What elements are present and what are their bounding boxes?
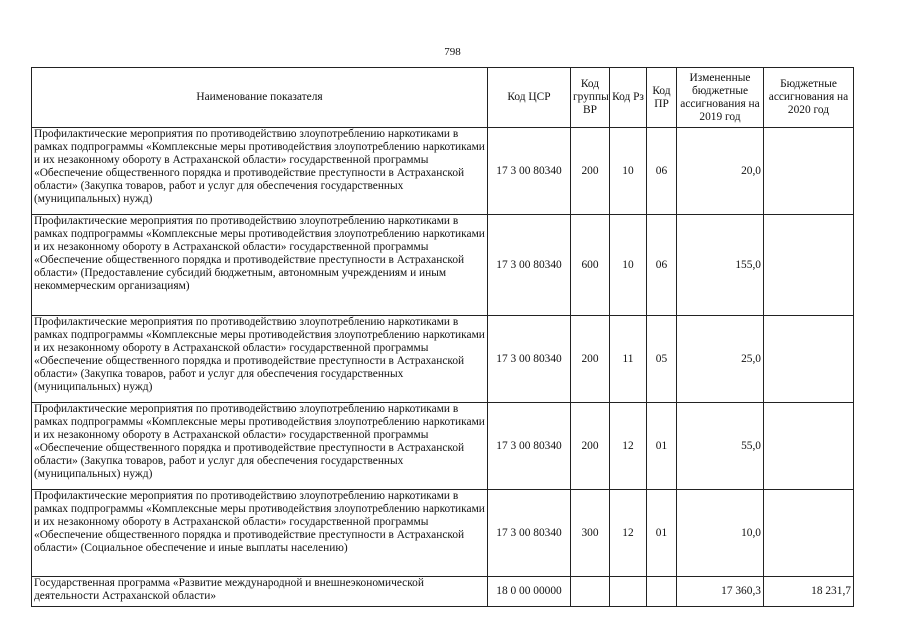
row-name: Профилактические мероприятия по противодействию злоупотреблению наркотиками в рамках подпрограммы «Комплексные меры противодействия злоупотреблению наркотиками и их незаконному обороту в Астраханской области» государственной программы «Обеспечение общественного порядка и противодействие преступности в Астраханской области» (Закупка товаров, работ и услуг для обеспечения государственных (муниципальных) нужд) [32,403,488,490]
row-name: Государственная программа «Развитие международной и внешнеэкономической деятельности Астраханской области» [32,577,488,607]
row-csr: 17 3 00 80340 [488,215,571,316]
row-2020: 18 231,7 [764,577,854,607]
table-row [32,577,854,607]
header-pr: Код ПР [647,68,677,128]
header-name: Наименование показателя [32,68,488,128]
row-2020 [764,316,854,403]
row-2020 [764,128,854,215]
header-vr: Код группы ВР [571,68,610,128]
row-2019: 55,0 [677,403,764,490]
row-csr: 17 3 00 80340 [488,490,571,577]
table-row [32,128,854,215]
table-header-row [32,68,854,128]
row-name: Профилактические мероприятия по противодействию злоупотреблению наркотиками в рамках подпрограммы «Комплексные меры противодействия злоупотреблению наркотиками и их незаконному обороту в Астраханской области» государственной программы «Обеспечение общественного порядка и противодействие преступности в Астраханской области» (Закупка товаров, работ и услуг для обеспечения государственных (муниципальных) нужд) [32,316,488,403]
header-2020: Бюджетные ассигнования на 2020 год [764,68,854,128]
row-name: Профилактические мероприятия по противодействию злоупотреблению наркотиками в рамках подпрограммы «Комплексные меры противодействия злоупотреблению наркотиками и их незаконному обороту в Астраханской области» государственной программы «Обеспечение общественного порядка и противодействие преступности в Астраханской области» (Закупка товаров, работ и услуг для обеспечения государственных (муниципальных) нужд) [32,128,488,215]
row-rz: 10 [610,215,647,316]
row-csr: 18 0 00 00000 [488,577,571,607]
row-vr: 200 [571,316,610,403]
row-csr: 17 3 00 80340 [488,403,571,490]
row-csr: 17 3 00 80340 [488,316,571,403]
row-pr: 05 [647,316,677,403]
row-rz: 12 [610,403,647,490]
header-2019: Измененные бюджетные ассигнования на 2019 год [677,68,764,128]
row-vr: 200 [571,403,610,490]
row-rz: 10 [610,128,647,215]
row-pr [647,577,677,607]
row-2020 [764,403,854,490]
row-name: Профилактические мероприятия по противодействию злоупотреблению наркотиками в рамках подпрограммы «Комплексные меры противодействия злоупотреблению наркотиками и их незаконному обороту в Астраханской области» государственной программы «Обеспечение общественного порядка и противодействие преступности в Астраханской области» (Предоставление субсидий бюджетным, автономным учреждениям и иным некоммерческим организациям) [32,215,488,316]
row-rz: 12 [610,490,647,577]
row-rz: 11 [610,316,647,403]
row-rz [610,577,647,607]
row-2019: 17 360,3 [677,577,764,607]
row-pr: 06 [647,128,677,215]
row-name: Профилактические мероприятия по противодействию злоупотреблению наркотиками в рамках подпрограммы «Комплексные меры противодействия злоупотреблению наркотиками и их незаконному обороту в Астраханской области» государственной программы «Обеспечение общественного порядка и противодействие преступности в Астраханской области» (Социальное обеспечение и иные выплаты населению) [32,490,488,577]
row-2019: 155,0 [677,215,764,316]
table-row [32,490,854,577]
budget-table [31,67,854,607]
table-row [32,215,854,316]
page-number: 798 [444,46,461,58]
row-2020 [764,215,854,316]
row-2020 [764,490,854,577]
row-2019: 25,0 [677,316,764,403]
table-row [32,403,854,490]
header-rz: Код Рз [610,68,647,128]
row-vr: 300 [571,490,610,577]
row-2019: 10,0 [677,490,764,577]
row-pr: 06 [647,215,677,316]
table-row [32,316,854,403]
row-vr: 200 [571,128,610,215]
row-pr: 01 [647,490,677,577]
row-pr: 01 [647,403,677,490]
row-2019: 20,0 [677,128,764,215]
row-vr [571,577,610,607]
row-vr: 600 [571,215,610,316]
row-csr: 17 3 00 80340 [488,128,571,215]
header-csr: Код ЦСР [488,68,571,128]
